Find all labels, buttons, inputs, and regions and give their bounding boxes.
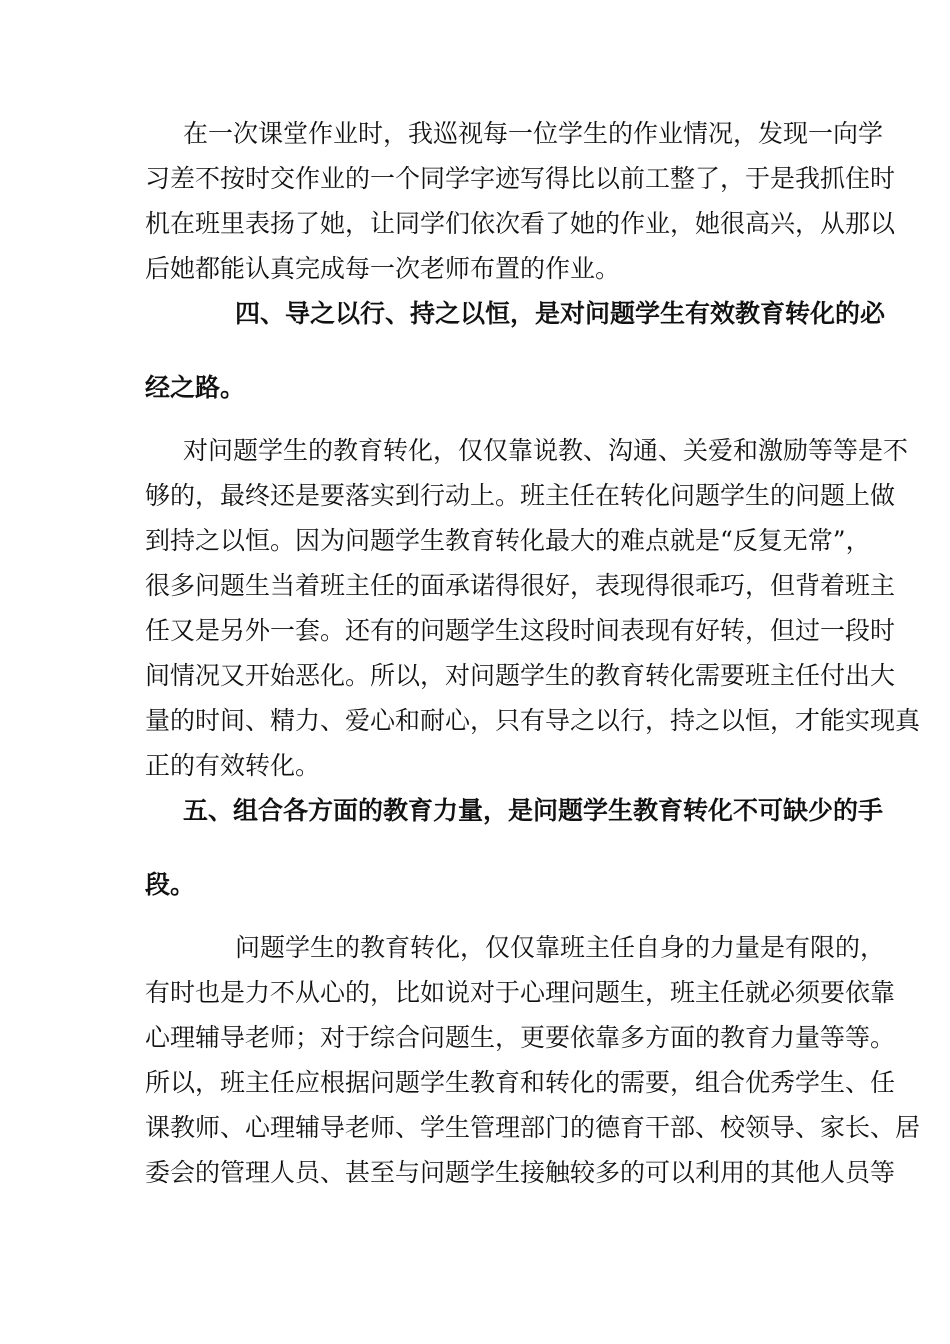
paragraph-2-line-8: 正的有效转化。 xyxy=(145,751,321,780)
paragraph-2-line-4: 很多问题生当着班主任的面承诺得很好，表现得很乖巧，但背着班主 xyxy=(145,571,896,600)
paragraph-2-line-2: 够的，最终还是要落实到行动上。班主任在转化问题学生的问题上做 xyxy=(145,481,896,510)
paragraph-3-line-1: 问题学生的教育转化，仅仅靠班主任自身的力量是有限的， xyxy=(235,933,886,962)
heading-5-line-2: 段。 xyxy=(145,870,196,899)
paragraph-3-line-4: 所以，班主任应根据问题学生教育和转化的需要，组合优秀学生、任 xyxy=(145,1068,896,1097)
paragraph-3-line-3: 心理辅导老师；对于综合问题生，更要依靠多方面的教育力量等等。 xyxy=(145,1023,896,1052)
heading-4-line-2: 经之路。 xyxy=(145,373,246,402)
paragraph-3-line-6: 委会的管理人员、甚至与问题学生接触较多的可以利用的其他人员等 xyxy=(145,1158,896,1187)
paragraph-2-line-6: 间情况又开始恶化。所以，对问题学生的教育转化需要班主任付出大 xyxy=(145,661,896,690)
paragraph-2-line-5: 任又是另外一套。还有的问题学生这段时间表现有好转，但过一段时 xyxy=(145,616,896,645)
paragraph-1-line-2: 习差不按时交作业的一个同学字迹写得比以前工整了，于是我抓住时 xyxy=(145,164,896,193)
heading-4-line-1: 四、导之以行、持之以恒，是对问题学生有效教育转化的必 xyxy=(235,299,886,328)
paragraph-2-line-1: 对问题学生的教育转化，仅仅靠说教、沟通、关爱和激励等等是不 xyxy=(183,436,909,465)
paragraph-3-line-2: 有时也是力不从心的，比如说对于心理问题生，班主任就必须要依靠 xyxy=(145,978,896,1007)
paragraph-2-line-3: 到持之以恒。因为问题学生教育转化最大的难点就是“反复无常”， xyxy=(145,526,871,555)
paragraph-2-line-7: 量的时间、精力、爱心和耐心，只有导之以行，持之以恒，才能实现真 xyxy=(145,706,921,735)
paragraph-1-line-1: 在一次课堂作业时，我巡视每一位学生的作业情况，发现一向学 xyxy=(183,119,884,148)
heading-5-line-1: 五、组合各方面的教育力量，是问题学生教育转化不可缺少的手 xyxy=(183,796,884,825)
paragraph-1-line-4: 后她都能认真完成每一次老师布置的作业。 xyxy=(145,254,621,283)
paragraph-1-line-3: 机在班里表扬了她，让同学们依次看了她的作业，她很高兴，从那以 xyxy=(145,209,896,238)
paragraph-3-line-5: 课教师、心理辅导老师、学生管理部门的德育干部、校领导、家长、居 xyxy=(145,1113,921,1142)
